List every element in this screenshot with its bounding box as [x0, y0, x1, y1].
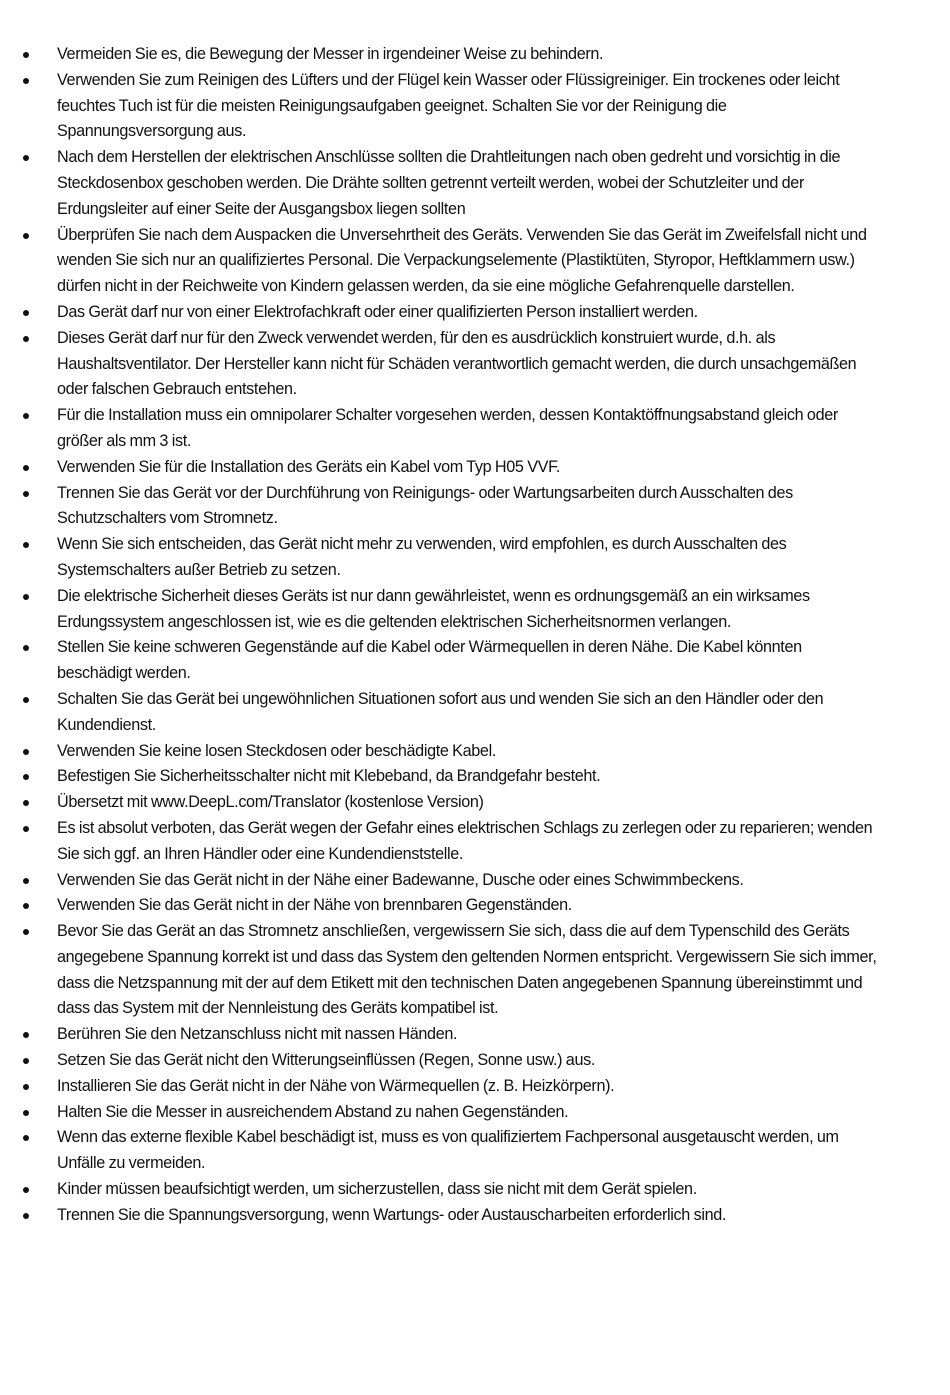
list-item-text: Installieren Sie das Gerät nicht in der Nähe von Wärmequellen (z. B. Heizkörpern).: [57, 1076, 615, 1095]
list-item-text: Das Gerät darf nur von einer Elektrofachkraft oder einer qualifizierten Person installiert werden.: [57, 302, 698, 321]
list-item: [0, 1100, 950, 1126]
list-item: [0, 481, 950, 533]
list-item-text: Trennen Sie das Gerät vor der Durchführung von Reinigungs- oder Wartungsarbeiten durch Ausschalten des Schutzschalters vom Stromnetz.: [57, 483, 793, 528]
list-item: [0, 687, 950, 739]
bullet-icon: [23, 465, 29, 471]
bullet-icon: [23, 336, 29, 342]
list-item: [0, 868, 950, 894]
bullet-icon: [23, 310, 29, 316]
bullet-icon: [23, 233, 29, 239]
list-item-text: Bevor Sie das Gerät an das Stromnetz anschließen, vergewissern Sie sich, dass die auf dem Typenschild des Geräts angegebene Spannung korrekt ist und dass das System den geltenden Normen entspricht. Vergewissern Sie sich immer, dass die Netzspannung mit der auf dem Etikett mit den technischen Daten angegebenen Spannung übereinstimmt und dass das System mit der Nennleistung des Geräts kompatibel ist.: [57, 922, 877, 1018]
bullet-icon: [23, 929, 29, 935]
bullet-icon: [23, 78, 29, 84]
list-item: [0, 764, 950, 790]
bullet-icon: [23, 491, 29, 497]
bullet-icon: [23, 1110, 29, 1116]
bullet-icon: [23, 1135, 29, 1141]
list-item: [0, 1125, 950, 1177]
list-item: [0, 403, 950, 455]
bullet-icon: [23, 749, 29, 755]
bullet-icon: [23, 594, 29, 600]
list-item-text: Schalten Sie das Gerät bei ungewöhnlichen Situationen sofort aus und wenden Sie sich an den Händler oder den Kundendienst.: [57, 689, 824, 734]
list-item: [0, 584, 950, 636]
bullet-icon: [23, 878, 29, 884]
bullet-icon: [23, 826, 29, 832]
list-item-text: Für die Installation muss ein omnipolarer Schalter vorgesehen werden, dessen Kontaktöffnungsabstand gleich oder größer als mm 3 ist.: [57, 406, 838, 450]
list-item-text: Verwenden Sie das Gerät nicht in der Nähe von brennbaren Gegenständen.: [57, 896, 572, 915]
bullet-icon: [23, 697, 29, 703]
list-item: [0, 68, 950, 145]
bullet-icon: [23, 1213, 29, 1219]
list-item-text: Berühren Sie den Netzanschluss nicht mit nassen Händen.: [57, 1025, 458, 1044]
list-item: [0, 893, 950, 919]
list-item-text: Kinder müssen beaufsichtigt werden, um sicherzustellen, dass sie nicht mit dem Gerät spielen.: [57, 1180, 697, 1199]
list-item-text: Trennen Sie die Spannungsversorgung, wenn Wartungs- oder Austauscharbeiten erforderlich sind.: [57, 1205, 727, 1224]
bullet-icon: [23, 1032, 29, 1038]
list-item-text: Dieses Gerät darf nur für den Zweck verwendet werden, für den es ausdrücklich konstruiert wurde, d.h. als Haushaltsventilator. Der Hersteller kann nicht für Schäden verantwortlich gemacht werden, die durch unsachgemäßen oder falschen Gebrauch entstehen.: [57, 328, 857, 399]
bullet-icon: [23, 52, 29, 58]
list-item: [0, 455, 950, 481]
bullet-icon: [23, 903, 29, 909]
list-item-text: Halten Sie die Messer in ausreichendem Abstand zu nahen Gegenständen.: [57, 1102, 569, 1121]
list-item-text: Verwenden Sie das Gerät nicht in der Nähe einer Badewanne, Dusche oder eines Schwimmbeckens.: [57, 870, 744, 889]
safety-instructions-list: [0, 42, 950, 1229]
bullet-icon: [23, 645, 29, 651]
list-item-text: Befestigen Sie Sicherheitsschalter nicht mit Klebeband, da Brandgefahr besteht.: [57, 767, 601, 786]
list-item-text: Wenn Sie sich entscheiden, das Gerät nicht mehr zu verwenden, wird empfohlen, es durch Ausschalten des Systemschalters außer Betrieb zu setzen.: [57, 535, 787, 579]
list-item-text: Wenn das externe flexible Kabel beschädigt ist, muss es von qualifiziertem Fachpersonal ausgetauscht werden, um Unfälle zu vermeiden.: [57, 1128, 839, 1173]
list-item: [0, 1048, 950, 1074]
bullet-icon: [23, 1084, 29, 1090]
list-item: [0, 326, 950, 403]
list-item: [0, 816, 950, 868]
bullet-icon: [23, 774, 29, 780]
bullet-icon: [23, 1187, 29, 1193]
list-item-text: Stellen Sie keine schweren Gegenstände auf die Kabel oder Wärmequellen in deren Nähe. Die Kabel könnten beschädigt werden.: [57, 638, 802, 683]
list-item: [0, 532, 950, 584]
list-item: [0, 1177, 950, 1203]
list-item: [0, 1074, 950, 1100]
bullet-icon: [23, 155, 29, 161]
list-item-text: Verwenden Sie für die Installation des Geräts ein Kabel vom Typ H05 VVF.: [57, 457, 560, 476]
list-item: [0, 223, 950, 300]
bullet-icon: [23, 413, 29, 419]
list-item-text: Verwenden Sie keine losen Steckdosen oder beschädigte Kabel.: [57, 741, 496, 760]
list-item: [0, 300, 950, 326]
list-item: [0, 1203, 950, 1229]
list-item-text: Überprüfen Sie nach dem Auspacken die Unversehrtheit des Geräts. Verwenden Sie das Gerät im Zweifelsfall nicht und wenden Sie sich nur an qualifiziertes Personal. Die Verpackungselemente (Plastiktüten, Styropor, Heftklammern usw.) dürfen nicht in der Reichweite von Kindern gelassen werden, da sie eine mögliche Gefahrenquelle darstellen.: [57, 225, 867, 296]
list-item-text: Die elektrische Sicherheit dieses Geräts ist nur dann gewährleistet, wenn es ordnungsgemäß an ein wirksames Erdungssystem angeschlossen ist, wie es die geltenden elektrischen Sicherheitsnormen verlangen.: [57, 586, 810, 631]
bullet-icon: [23, 800, 29, 806]
list-item-text: Setzen Sie das Gerät nicht den Witterungseinflüssen (Regen, Sonne usw.) aus.: [57, 1051, 595, 1070]
list-item-text: Nach dem Herstellen der elektrischen Anschlüsse sollten die Drahtleitungen nach oben gedreht und vorsichtig in die Steckdosenbox geschoben werden. Die Drähte sollten getrennt verteilt werden, wobei der Schutzleiter und der Erdungsleiter auf einer Seite der Ausgangsbox liegen sollten: [57, 148, 841, 218]
list-item: [0, 1022, 950, 1048]
list-item-text: Übersetzt mit www.DeepL.com/Translator (kostenlose Version): [57, 793, 484, 812]
list-item: [0, 42, 950, 68]
list-item: [0, 739, 950, 765]
bullet-icon: [23, 1058, 29, 1064]
list-item: [0, 635, 950, 687]
list-item-text: Verwenden Sie zum Reinigen des Lüfters und der Flügel kein Wasser oder Flüssigreiniger. Ein trockenes oder leicht feuchtes Tuch ist für die meisten Reinigungsaufgaben geeignet. Schalten Sie vor der Reinigung die Spannungsversorgung aus.: [57, 70, 840, 141]
list-item-text: Vermeiden Sie es, die Bewegung der Messer in irgendeiner Weise zu behindern.: [57, 45, 604, 63]
list-item: [0, 790, 950, 816]
list-item: [0, 145, 950, 222]
list-item: [0, 919, 950, 1022]
list-item-text: Es ist absolut verboten, das Gerät wegen der Gefahr eines elektrischen Schlags zu zerlegen oder zu reparieren; wenden Sie sich ggf. an Ihren Händler oder eine Kundendienststelle.: [57, 818, 873, 863]
bullet-icon: [23, 542, 29, 548]
